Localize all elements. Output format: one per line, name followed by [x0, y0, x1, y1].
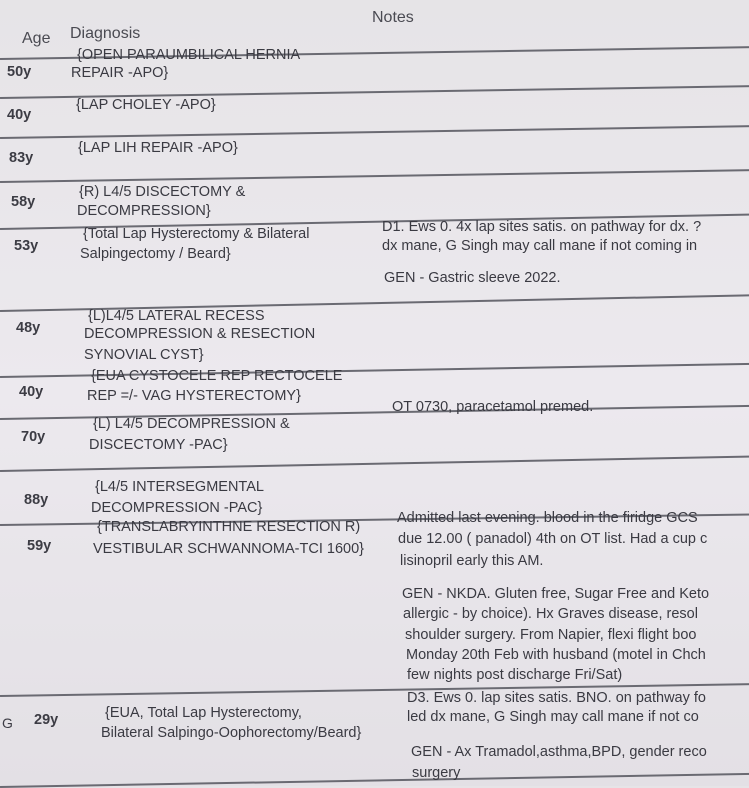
notes-line: shoulder surgery. From Napier, flexi flight boo: [405, 627, 697, 643]
age-cell: 59y: [27, 538, 52, 554]
notes-line: led dx mane, G Singh may call mane if not co: [407, 709, 699, 725]
diagnosis-line: {R) L4/5 DISCECTOMY &: [79, 184, 246, 200]
notes-line: surgery: [412, 765, 461, 781]
column-header-diagnosis: Diagnosis: [70, 25, 141, 42]
notes-line: Monday 20th Feb with husband (motel in Chch: [406, 647, 706, 663]
notes-line: dx mane, G Singh may call mane if not coming in: [382, 238, 698, 254]
diagnosis-line: {EUA, Total Lap Hysterectomy,: [105, 705, 302, 721]
diagnosis-line: DECOMPRESSION -PAC}: [91, 500, 263, 516]
diagnosis-line: {L4/5 INTERSEGMENTAL: [95, 479, 264, 495]
notes-line: lisinopril early this AM.: [400, 553, 544, 569]
row-divider: [0, 773, 749, 788]
diagnosis-line: Bilateral Salpingo-Oophorectomy/Beard}: [101, 725, 362, 741]
diagnosis-line: {L) L4/5 DECOMPRESSION &: [93, 416, 290, 432]
column-header-age: Age: [22, 30, 51, 47]
diagnosis-line: REP =/- VAG HYSTERECTOMY}: [87, 388, 301, 404]
diagnosis-line: {TRANSLABRYINTHNE RESECTION R): [97, 519, 361, 535]
notes-line: GEN - Gastric sleeve 2022.: [384, 270, 561, 286]
column-header-notes: Notes: [372, 9, 414, 26]
diagnosis-line: REPAIR -APO}: [71, 65, 169, 81]
notes-line: due 12.00 ( panadol) 4th on OT list. Had a cup c: [398, 531, 708, 547]
age-cell: 40y: [19, 384, 44, 400]
diagnosis-line: {EUA CYSTOCELE REP RECTOCELE: [91, 368, 343, 384]
left-edge-fragment: G: [2, 715, 13, 731]
age-cell: 29y: [34, 712, 59, 728]
age-cell: 58y: [11, 194, 36, 210]
age-cell: 40y: [7, 107, 32, 123]
diagnosis-line: {LAP LIH REPAIR -APO}: [78, 140, 238, 156]
age-cell: 50y: [7, 64, 32, 80]
age-cell: 83y: [9, 150, 34, 166]
age-cell: 88y: [24, 492, 49, 508]
diagnosis-line: DECOMPRESSION}: [77, 203, 211, 219]
notes-line: OT 0730, paracetamol premed.: [392, 399, 594, 415]
age-cell: 53y: [14, 238, 39, 254]
notes-line: GEN - Ax Tramadol,asthma,BPD, gender reco: [411, 744, 707, 760]
row-divider: [0, 169, 749, 182]
diagnosis-line: VESTIBULAR SCHWANNOMA-TCI 1600}: [93, 541, 364, 557]
diagnosis-line: {LAP CHOLEY -APO}: [76, 97, 216, 113]
age-cell: 70y: [21, 429, 46, 445]
row-divider: [0, 125, 749, 138]
notes-line: allergic - by choice). Hx Graves disease, resol: [403, 606, 698, 622]
diagnosis-line: DECOMPRESSION & RESECTION: [84, 326, 316, 342]
diagnosis-line: {Total Lap Hysterectomy & Bilateral: [83, 226, 310, 242]
notes-line: GEN - NKDA. Gluten free, Sugar Free and Keto: [402, 586, 710, 602]
age-cell: 48y: [16, 320, 41, 336]
diagnosis-line: {L)L4/5 LATERAL RECESS: [88, 308, 265, 324]
row-divider: [0, 455, 749, 471]
notes-line: Admitted last evening. blood in the firidge GCS: [397, 510, 698, 526]
notes-line: D3. Ews 0. lap sites satis. BNO. on pathway fo: [407, 690, 706, 706]
notes-line: D1. Ews 0. 4x lap sites satis. on pathway for dx. ?: [382, 219, 702, 235]
notes-line: few nights post discharge Fri/Sat): [407, 667, 623, 683]
diagnosis-line: DISCECTOMY -PAC}: [89, 437, 228, 453]
diagnosis-line: SYNOVIAL CYST}: [84, 347, 204, 363]
diagnosis-line: Salpingectomy / Beard}: [80, 246, 231, 262]
diagnosis-line: {OPEN PARAUMBILICAL HERNIA: [77, 47, 301, 63]
